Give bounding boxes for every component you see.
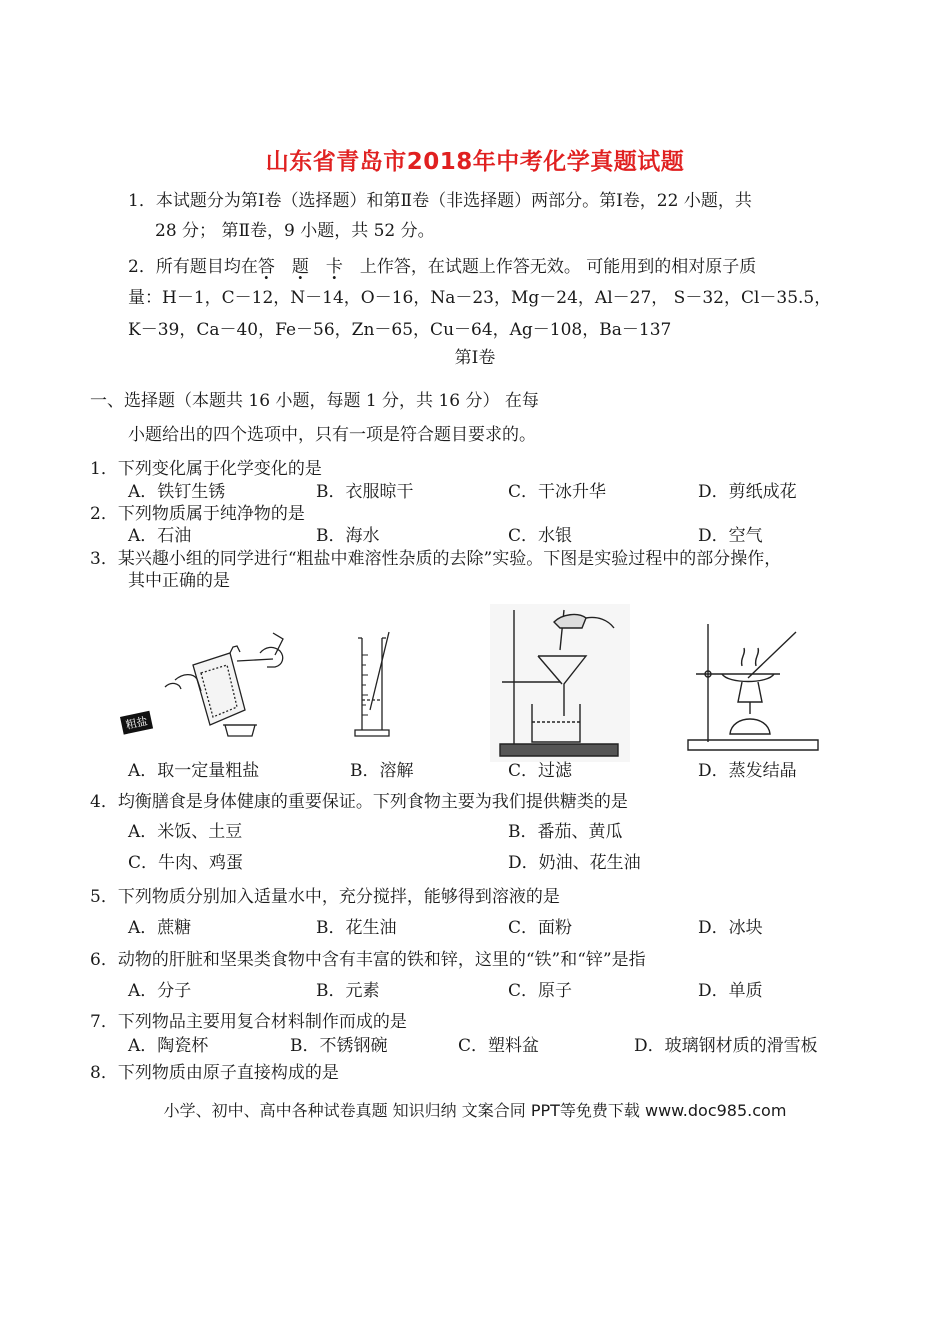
emphasis-char-1: 答 — [257, 257, 275, 277]
question-1-option-d[interactable]: D．剪纸成花 — [698, 482, 797, 502]
question-6-stem: 6．动物的肝脏和坚果类食物中含有丰富的铁和锌，这里的“铁”和“锌”是指 — [90, 950, 646, 970]
question-3-option-c[interactable]: C．过滤 — [508, 761, 573, 781]
question-2-stem: 2．下列物质属于纯净物的是 — [90, 504, 305, 524]
question-3-stem-cont: 其中正确的是 — [128, 571, 230, 591]
instruction-1b: 28 分； 第Ⅱ卷，9 小题，共 52 分。 — [155, 221, 435, 241]
instruction-4: K－39，Ca－40，Fe－56，Zn－65，Cu－64，Ag－108，Ba－137 — [128, 320, 672, 340]
question-4-option-a[interactable]: A．米饭、土豆 — [128, 822, 243, 842]
question-5-option-b[interactable]: B．花生油 — [316, 918, 397, 938]
question-6-option-b[interactable]: B．元素 — [316, 981, 380, 1001]
question-5-option-d[interactable]: D．冰块 — [698, 918, 763, 938]
footer-text: 小学、初中、高中各种试卷真题 知识归纳 文案合同 PPT等免费下载 www.doc985.com — [163, 1101, 787, 1120]
question-5-option-a[interactable]: A．蔗糖 — [128, 918, 192, 938]
question-3-option-b[interactable]: B．溶解 — [350, 761, 414, 781]
section-heading: 第Ⅰ卷 — [454, 348, 496, 368]
part1-heading: 一、选择题（本题共 16 小题，每题 1 分，共 16 分） 在每 — [90, 391, 539, 411]
question-5-option-c[interactable]: C．面粉 — [508, 918, 573, 938]
question-7-option-b[interactable]: B．不锈钢碗 — [290, 1036, 388, 1056]
instruction-3: 量：H－1，C－12，N－14，O－16，Na－23，Mg－24，Al－27， S－32，Cl－35.5， — [128, 288, 832, 308]
salt-label: 粗盐 — [124, 714, 149, 732]
question-3-option-d[interactable]: D．蒸发结晶 — [698, 761, 797, 781]
document-title: 山东省青岛市2018年中考化学真题试题 — [265, 149, 685, 175]
instruction-2-pre: 2．所有题目均在 — [128, 257, 258, 277]
emphasis-char-2: 题 — [291, 257, 309, 277]
question-7-option-a[interactable]: A．陶瓷杯 — [128, 1036, 209, 1056]
question-4-stem: 4．均衡膳食是身体健康的重要保证。下列食物主要为我们提供糖类的是 — [90, 792, 628, 812]
instruction-2-post: 上作答，在试题上作答无效。 可能用到的相对原子质 — [359, 257, 757, 277]
question-6-option-c[interactable]: C．原子 — [508, 981, 573, 1001]
question-2-option-b[interactable]: B．海水 — [316, 526, 380, 546]
question-6-option-d[interactable]: D．单质 — [698, 981, 763, 1001]
figure-evaporation — [686, 618, 821, 756]
instruction-2 — [128, 252, 756, 277]
figure-cylinder — [352, 630, 402, 745]
question-1-stem: 1．下列变化属于化学变化的是 — [90, 459, 322, 479]
emphasis-char-3: 卡 — [325, 257, 343, 277]
question-6-option-a[interactable]: A．分子 — [128, 981, 192, 1001]
question-1-option-a[interactable]: A．铁钉生锈 — [128, 482, 226, 502]
question-7-option-c[interactable]: C．塑料盆 — [458, 1036, 540, 1056]
figure-filtration — [490, 604, 630, 762]
question-3-stem: 3．某兴趣小组的同学进行“粗盐中难溶性杂质的去除”实验。下图是实验过程中的部分操作， — [90, 549, 782, 569]
question-8-stem: 8．下列物质由原子直接构成的是 — [90, 1063, 339, 1083]
figure-take-salt — [115, 625, 290, 745]
question-7-stem: 7．下列物品主要用复合材料制作而成的是 — [90, 1012, 407, 1032]
question-4-option-b[interactable]: B．番茄、黄瓜 — [508, 822, 623, 842]
question-1-option-b[interactable]: B．衣服晾干 — [316, 482, 414, 502]
question-5-stem: 5．下列物质分别加入适量水中，充分搅拌，能够得到溶液的是 — [90, 887, 560, 907]
question-4-option-c[interactable]: C．牛肉、鸡蛋 — [128, 853, 244, 873]
question-2-option-c[interactable]: C．水银 — [508, 526, 573, 546]
question-3-option-a[interactable]: A．取一定量粗盐 — [128, 761, 260, 781]
question-7-option-d[interactable]: D．玻璃钢材质的滑雪板 — [634, 1036, 818, 1056]
question-4-option-d[interactable]: D．奶油、花生油 — [508, 853, 641, 873]
question-2-option-d[interactable]: D．空气 — [698, 526, 763, 546]
question-2-option-a[interactable]: A．石油 — [128, 526, 192, 546]
part1-instruction: 小题给出的四个选项中，只有一项是符合题目要求的。 — [128, 425, 536, 445]
question-1-option-c[interactable]: C．干冰升华 — [508, 482, 607, 502]
instruction-1a: 1．本试题分为第Ⅰ卷（选择题）和第Ⅱ卷（非选择题）两部分。第Ⅰ卷，22 小题，共 — [128, 191, 752, 211]
